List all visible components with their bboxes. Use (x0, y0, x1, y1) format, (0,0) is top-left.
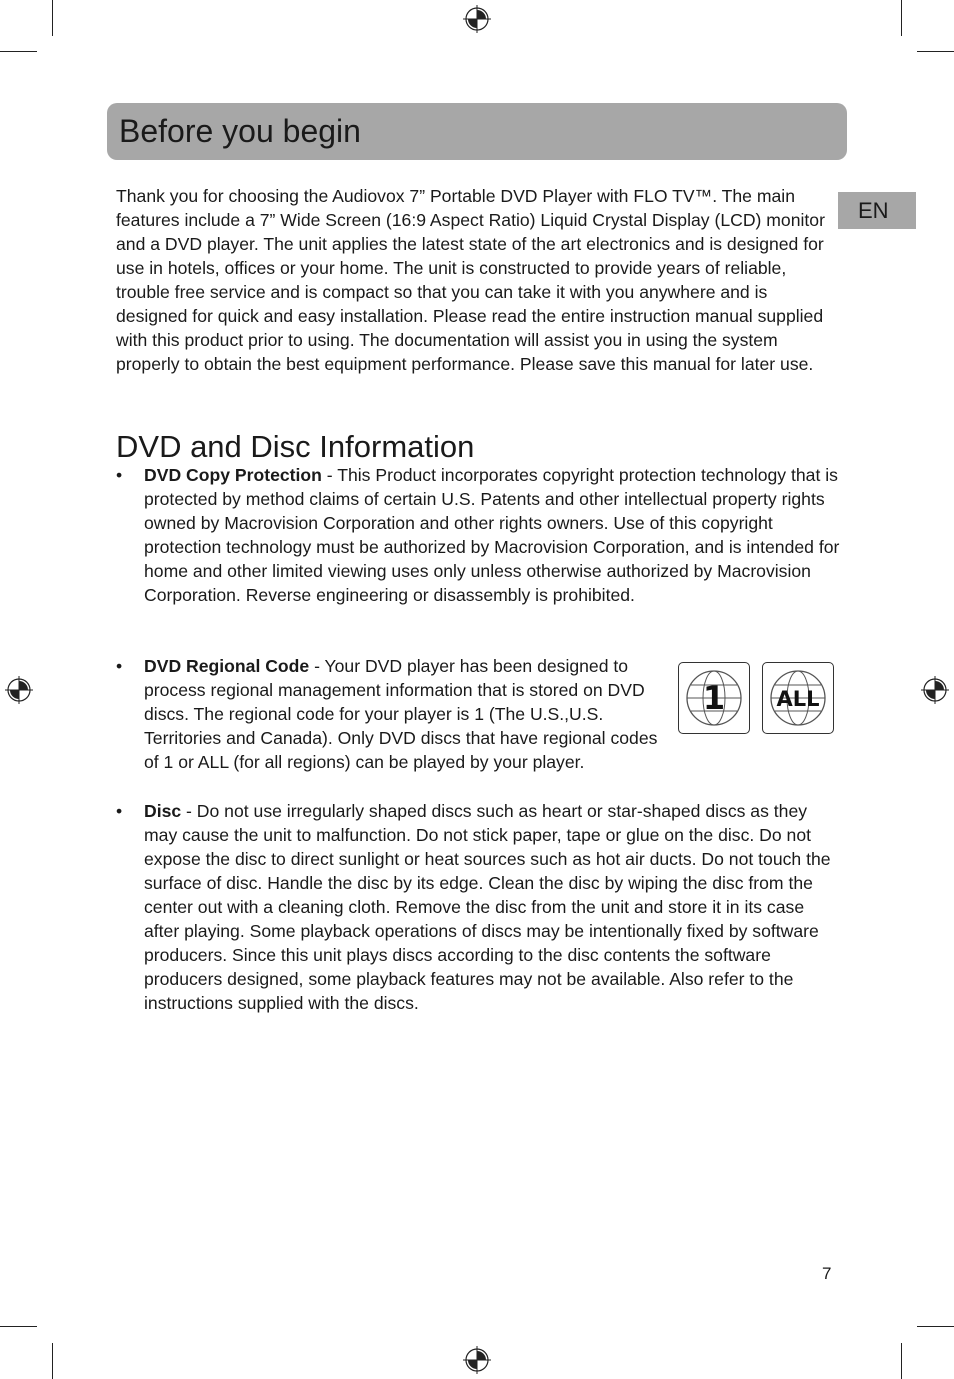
list-item-regional-code (116, 654, 667, 774)
list-item-body (144, 654, 667, 774)
list-item-disc (116, 799, 843, 1015)
list-item-text: - Do not use irregularly shaped discs such as heart or star-shaped discs as they may cause the unit to malfunction. Do not stick paper, tape or glue on the disc. Do not expose the disc to direct sunlight or heat sources such as hot air ducts. Do not touch the surface of disc. Handle the disc by its edge. Clean the disc by wiping the disc from the center out with a cleaning cloth. Remove the disc from the unit and store it in its case after playing. Some playback operations of discs may be intentionally fixed by software producers. Since this unit plays discs according to the disc contents the software producers designed, some playback features may not be available. Also refer to the instructions supplied with the discs. (144, 801, 831, 1013)
registration-mark-icon (5, 676, 33, 704)
list-item-body (144, 463, 840, 607)
crop-mark (0, 1326, 37, 1327)
header-bar (107, 103, 847, 160)
registration-mark-icon (463, 1346, 491, 1374)
region-badges (678, 662, 836, 736)
crop-mark (52, 0, 53, 36)
bullet: • (116, 465, 123, 485)
region-badge-label: ALL (776, 687, 820, 711)
region-badge-label: 1 (702, 679, 726, 717)
list-item-term: DVD Regional Code (144, 656, 310, 676)
bullet: • (116, 801, 123, 821)
list-item-text: - Your DVD player has been designed to process regional management information that is stored on DVD discs. The regional code for your player is 1 (The U.S.,U.S. Territories and Canada). Only DVD discs that have regional codes of 1 or ALL (for all regions) can be played by your player. (144, 656, 658, 772)
crop-mark (917, 1326, 954, 1327)
list-item-term: DVD Copy Protection (144, 465, 322, 485)
crop-mark (917, 51, 954, 52)
list-item-text: - This Product incorporates copyright protection technology that is protected by method claims of certain U.S. Patents and other intellectual property rights owned by Macrovision Corporation and other rights owners. Use of this copyright protection technology must be authorized by Macrovision Corporation, and is intended for home and other limited viewing uses only unless otherwise authorized by Macrovision Corporation. Reverse engineering or disassembly is prohibited. (144, 465, 840, 605)
crop-mark (901, 0, 902, 36)
section-title: DVD and Disc Information (116, 429, 475, 464)
crop-mark (901, 1343, 902, 1379)
bullet: • (116, 656, 123, 676)
crop-mark (0, 51, 37, 52)
registration-mark-icon (921, 676, 949, 704)
region-1-globe-icon (678, 662, 750, 734)
page-number: 7 (822, 1264, 832, 1283)
region-all-globe-icon (762, 662, 834, 734)
list-item-term: Disc (144, 801, 182, 821)
language-tab: EN (838, 192, 916, 229)
crop-mark (52, 1343, 53, 1379)
page-title: Before you begin (119, 113, 361, 149)
list-item-body (144, 799, 843, 1015)
intro-paragraph: Thank you for choosing the Audiovox 7” Portable DVD Player with FLO TV™. The main features include a 7” Wide Screen (16:9 Aspect Ratio) Liquid Crystal Display (LCD) monitor and a DVD player. The unit applies the latest state of the art electronics and is designed for use in hotels, offices or your home. The unit is constructed to provide years of reliable, trouble free service and is compact so that you can take it with you anywhere and is designed for quick and easy installation. Please read the entire instruction manual supplied with this product prior to using. The documentation will assist you in using the system properly to obtain the best equipment performance. Please save this manual for later use. (116, 186, 825, 374)
list-item-copy-protection (116, 463, 840, 607)
registration-mark-icon (463, 5, 491, 33)
